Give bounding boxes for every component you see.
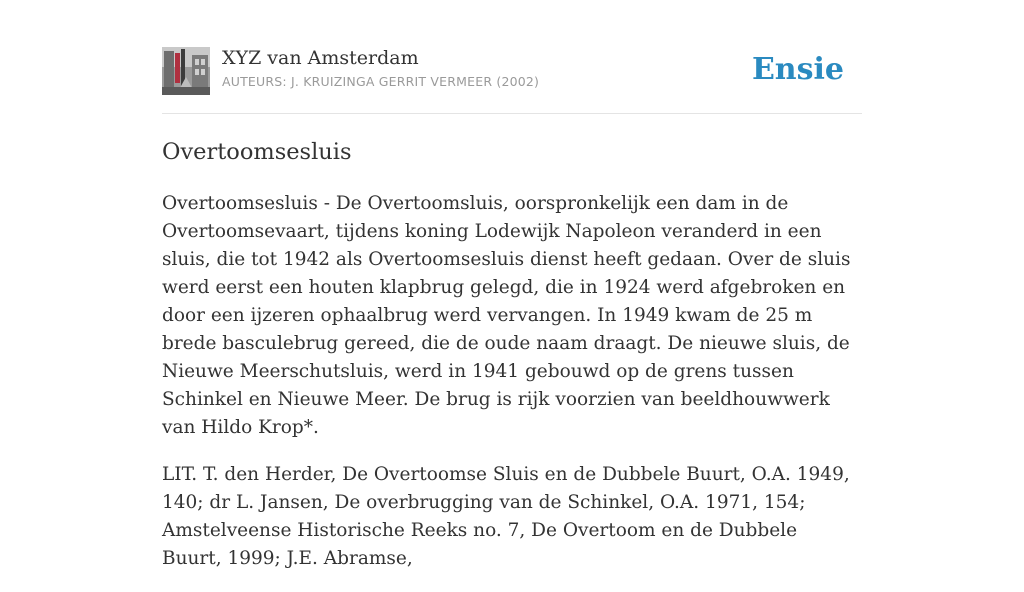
entry-body xyxy=(162,190,862,592)
ensie-logo[interactable]: Ensie xyxy=(751,52,844,87)
book-header xyxy=(162,0,862,114)
entry-paragraph: Overtoomsesluis - De Overtoomsluis, oorspronkelijk een dam in de Overtoomsevaart, tijdens koning Lodewijk Napoleon veranderd in een sluis, die tot 1942 als Overtoomsesluis dienst heeft gedaan. Over de sluis werd eerst een houten klapbrug gelegd, die in 1924 werd afgebroken en door een ijzeren ophaalbrug werd vervangen. In 1949 kwam de 25 m brede basculebrug gereed, die de oude naam draagt. De nieuwe sluis, de Nieuwe Meerschutsluis, werd in 1941 gebouwd op de grens tussen Schinkel en Nieuwe Meer. De brug is rijk voorzien van beeldhouwwerk van Hildo Krop*. xyxy=(162,193,851,438)
book-title[interactable]: XYZ van Amsterdam xyxy=(222,47,419,69)
entry-literature: LIT. T. den Herder, De Overtoomse Sluis en de Dubbele Buurt, O.A. 1949, 140; dr L. Jansen, De overbrugging van de Schinkel, O.A. 1971, 154; Amstelveense Historische Reeks no. 7, De Overtoom en de Dubbele Buurt, 1999; J.E. Abramse, xyxy=(162,464,850,569)
book-cover-avatar[interactable] xyxy=(162,47,210,95)
content-container xyxy=(162,0,862,569)
street-photo-icon xyxy=(162,47,210,95)
entry-title: Overtoomsesluis xyxy=(162,139,352,165)
book-authors: AUTEURS: J. KRUIZINGA GERRIT VERMEER (2002) xyxy=(222,74,540,89)
